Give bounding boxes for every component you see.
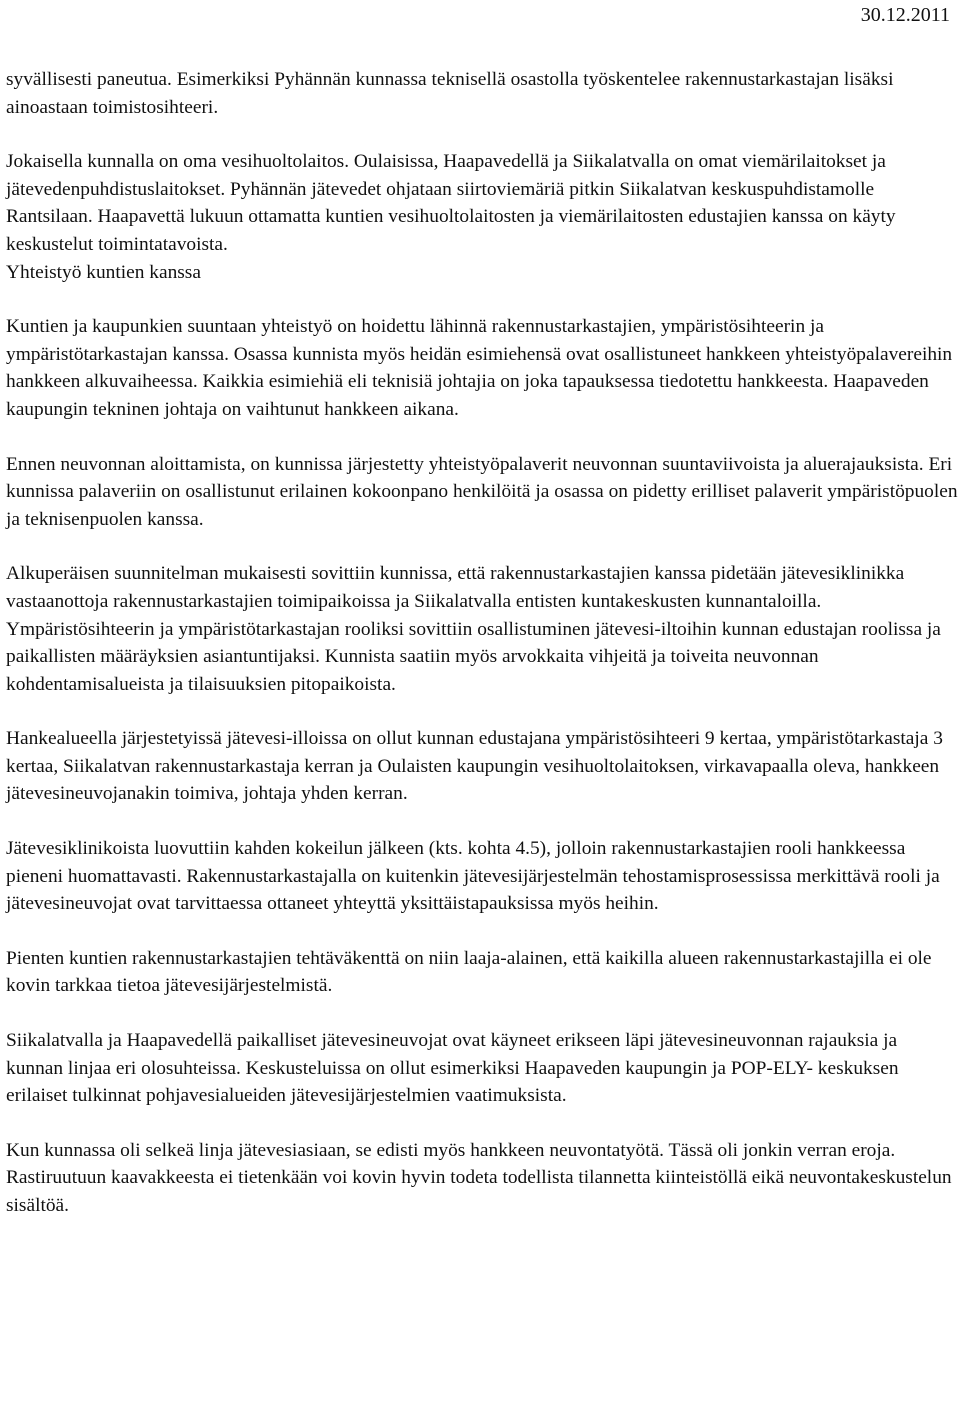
paragraph-small-municipalities: Pienten kuntien rakennustarkastajien tehtäväkenttä on niin laaja-alainen, että kaikilla alueen rakennustarkastajilla ei ole kovin tarkkaa tietoa jätevesijärjestelmistä. xyxy=(6,947,932,997)
document-body xyxy=(6,66,958,1220)
paragraph-clinics: Jätevesiklinikoista luovuttiin kahden kokeilun jälkeen (kts. kohta 4.5), jolloin rakennustarkastajien rooli hankkeessa pieneni huomattavasti. Rakennustarkastajalla on kuitenkin jätevesijärjestelmän tehostamisprosessissa merkittävä rooli ja jätevesineuvojat ovat tarvittaessa ottaneet yhteyttä yksittäistapauksissa myös heihin. xyxy=(6,838,940,915)
paragraph-local-advisors: Siikalatvalla ja Haapavedellä paikalliset jätevesineuvojat ovat käyneet erikseen läpi jätevesineuvonnan rajauksia ja kunnan linjaa eri olosuhteissa. Keskusteluissa on ollut esimerkiksi Haapaveden kaupungin ja POP-ELY- keskuksen erilaiset tulkinnat pohjavesialueiden jätevesijärjestelmien vaatimuksista. xyxy=(6,1030,899,1107)
paragraph-cooperation: Kuntien ja kaupunkien suuntaan yhteistyö on hoidettu lähinnä rakennustarkastajien, ympäristösihteerin ja ympäristötarkastajan kanssa. Osassa kunnista myös heidän esimiehensä ovat osallistuneet hankkeen yhteistyöpalavereihin hankkeen alkuvaiheessa. Kaikkia esimiehiä eli teknisiä johtajia on joka tapauksessa tiedotettu hankkeesta. Haapaveden kaupungin tekninen johtaja on vaihtunut hankkeen aikana. xyxy=(6,316,953,420)
paragraph-clear-policy: Kun kunnassa oli selkeä linja jätevesiasiaan, se edisti myös hankkeen neuvontatyötä. Tässä oli jonkin verran eroja. Rastiruutuun kaavakkeesta ei tietenkään voi kovin hyvin todeta todellista tilannetta kiinteistöllä eikä neuvontakeskustelun sisältöä. xyxy=(6,1139,952,1216)
paragraph-intro-continued: syvällisesti paneutua. Esimerkiksi Pyhännän kunnassa teknisellä osastolla työskentelee rakennustarkastajan lisäksi ainoastaan toimistosihteeri. xyxy=(6,69,894,118)
page-date: 30.12.2011 xyxy=(860,4,950,26)
section-heading: Yhteistyö kuntien kanssa xyxy=(6,261,201,283)
paragraph-original-plan: Alkuperäisen suunnitelman mukaisesti sovittiin kunnissa, että rakennustarkastajien kanssa pidetään jätevesiklinikka vastaanottoja rakennustarkastajien toimipaikoissa ja Siikalatvalla entisten kuntakeskusten kunnantaloilla. Ympäristösihteerin ja ympäristötarkastajan rooliksi sovittiin osallistuminen jätevesi-iltoihin kunnan edustajan roolissa ja paikallisten määräyksien asiantuntijaksi. Kunnista saatiin myös arvokkaita vihjeitä ja toiveita neuvonnan kohdentamisalueista ja tilaisuuksien pitopaikoista. xyxy=(6,563,941,695)
paragraph-evenings: Hankealueella järjestetyissä jätevesi-illoissa on ollut kunnan edustajana ympäristösihteeri 9 kertaa, ympäristötarkastaja 3 kertaa, Siikalatvan rakennustarkastaja kerran ja Oulaisten kaupungin vesihuoltolaitoksen, virkavapaalla oleva, hankkeen jätevesineuvojanakin toimiva, johtaja yhden kerran. xyxy=(6,728,943,805)
paragraph-meetings: Ennen neuvonnan aloittamista, on kunnissa järjestetty yhteistyöpalaverit neuvonnan suuntaviivoista ja aluerajauksista. Eri kunnissa palaveriin on osallistunut erilainen kokoonpano henkilöitä ja osassa on pidetty erilliset palaverit ympäristöpuolen ja teknisenpuolen kanssa. xyxy=(6,453,958,530)
paragraph-water-utilities: Jokaisella kunnalla on oma vesihuoltolaitos. Oulaisissa, Haapavedellä ja Siikalatvalla on omat viemärilaitokset ja jätevedenpuhdistuslaitokset. Pyhännän jätevedet ohjataan siirtoviemäriä pitkin Siikalatvan keskuspuhdistamolle Rantsilaan. Haapavettä lukuun ottamatta kuntien vesihuoltolaitosten ja viemärilaitosten edustajien kanssa on käyty keskustelut toimintatavoista. xyxy=(6,151,896,255)
